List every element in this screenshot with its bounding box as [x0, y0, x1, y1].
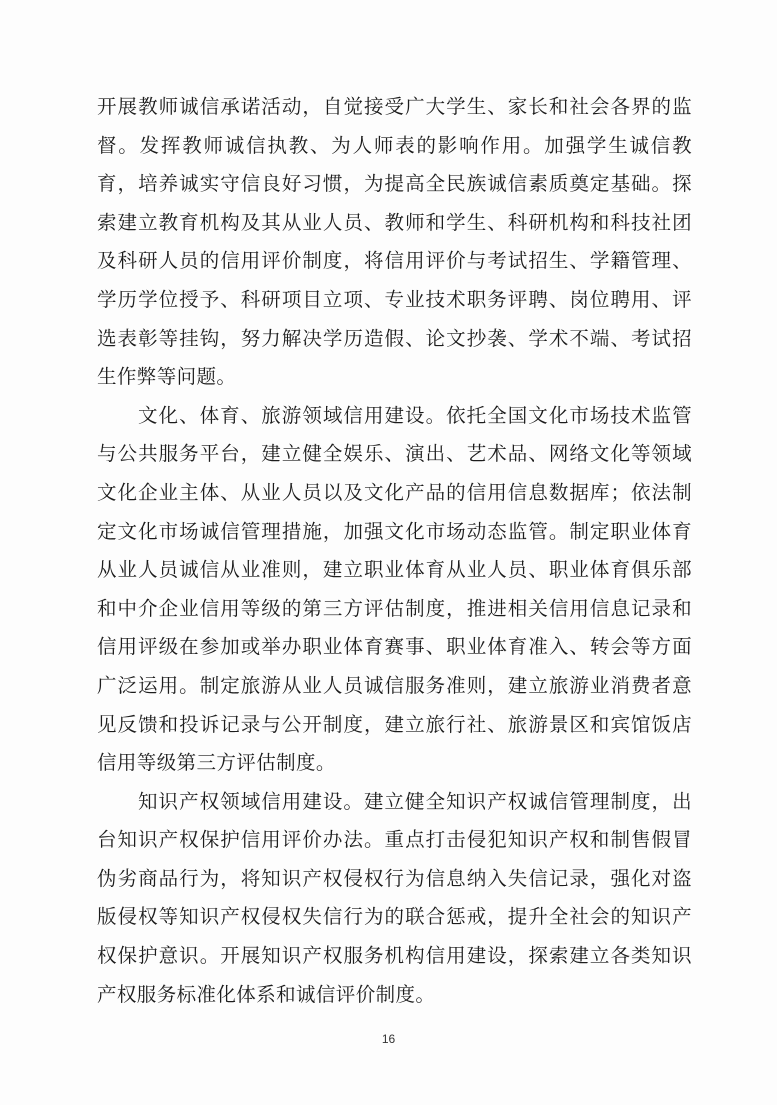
- body-text: [97, 88, 692, 1014]
- paragraph-intellectual-property-credit: 知识产权领域信用建设。建立健全知识产权诚信管理制度，出台知识产权保护信用评价办法。重点打击侵犯知识产权和制售假冒伪劣商品行为，将知识产权侵权行为信息纳入失信记录，强化对盗版侵权等知识产权侵权失信行为的联合惩戒，提升全社会的知识产权保护意识。开展知识产权服务机构信用建设，探索建立各类知识产权服务标准化体系和诚信评价制度。: [97, 789, 692, 1006]
- page-number: 16: [381, 1032, 396, 1046]
- paragraph-education-credit: 开展教师诚信承诺活动，自觉接受广大学生、家长和社会各界的监督。发挥教师诚信执教、为人师表的影响作用。加强学生诚信教育，培养诚实守信良好习惯，为提高全民族诚信素质奠定基础。探索建立教育机构及其从业人员、教师和学生、科研机构和科技社团及科研人员的信用评价制度，将信用评价与考试招生、学籍管理、学历学位授予、科研项目立项、专业技术职务评聘、岗位聘用、评选表彰等挂钩，努力解决学历造假、论文抄袭、学术不端、考试招生作弊等问题。: [97, 95, 692, 389]
- paragraph-culture-sports-tourism-credit: 文化、体育、旅游领域信用建设。依托全国文化市场技术监管与公共服务平台，建立健全娱乐、演出、艺术品、网络文化等领域文化企业主体、从业人员以及文化产品的信用信息数据库；依法制定文化市场诚信管理措施，加强文化市场动态监管。制定职业体育从业人员诚信从业准则，建立职业体育从业人员、职业体育俱乐部和中介企业信用等级的第三方评估制度，推进相关信用信息记录和信用评级在参加或举办职业体育赛事、职业体育准入、转会等方面广泛运用。制定旅游从业人员诚信服务准则，建立旅游业消费者意见反馈和投诉记录与公开制度，建立旅行社、旅游景区和宾馆饭店信用等级第三方评估制度。: [97, 403, 692, 775]
